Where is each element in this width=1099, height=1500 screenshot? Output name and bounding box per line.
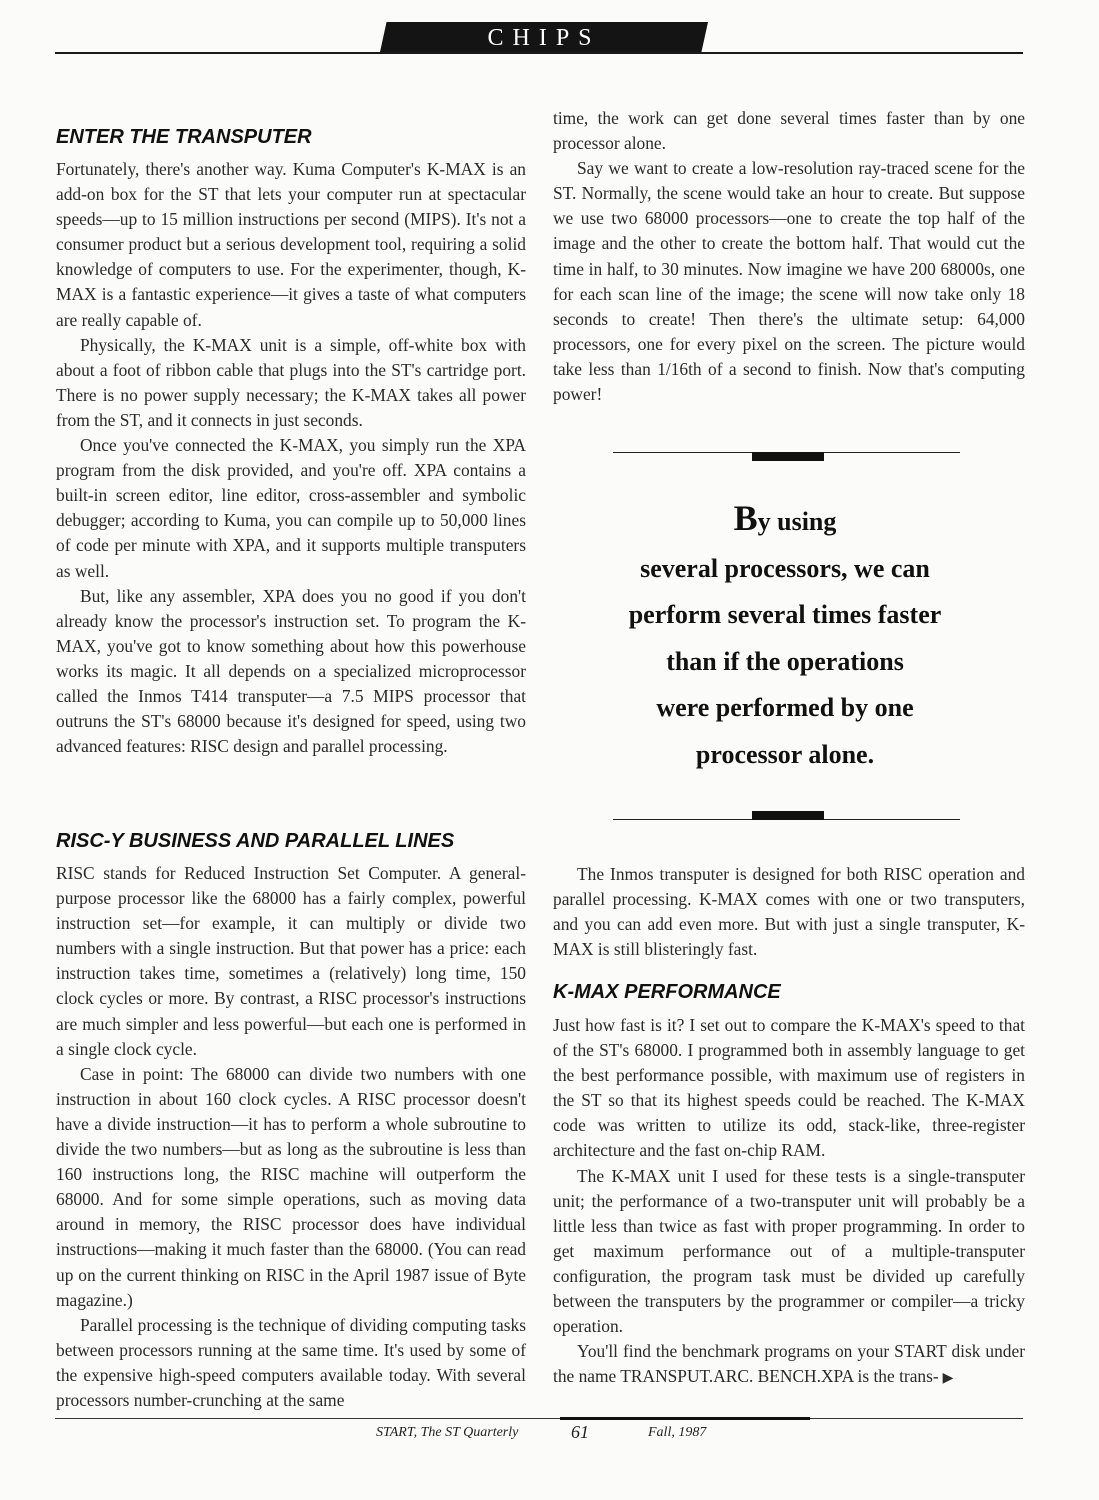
continue-arrow-icon: ▶ xyxy=(942,1371,954,1387)
paragraph: But, like any assembler, XPA does you no good if you don't already know the processor's instruction set. To program the K-MAX, you've got to know something about how this powerhouse works its magic. It all depends on a specialized microprocessor called the Inmos T414 transputer—a 7.5 MIPS processor that outruns the ST's 68000 because it's designed for speed, using two advanced features: RISC design and parallel processing. xyxy=(56,585,526,757)
left-column-section1 xyxy=(56,157,526,759)
paragraph: Case in point: The 68000 can divide two numbers with one instruction in about 160 clock cycles. A RISC processor doesn't have a divide instruction—it has to perform a whole subroutine to divide the two numbers—but as long as the subroutine is less than 160 instructions long, the RISC machine will outperform the 68000. And for some simple operations, such as moving data around in memory, the RISC processor does have individual instructions—making it much faster than the 68000. (You can read up on the current thinking on RISC in the April 1987 issue of Byte magazine.) xyxy=(56,1063,526,1310)
footer-issue: Fall, 1987 xyxy=(648,1425,707,1440)
pullquote-line-3: perform several times faster xyxy=(628,600,942,629)
footer-publication: START, The ST Quarterly xyxy=(376,1425,519,1440)
paragraph: The Inmos transputer is designed for both RISC operation and parallel processing. K-MAX comes with one or two transputers, and you can add even more. But with just a single transputer, K-MAX is still blisteringly fast. xyxy=(553,864,1025,960)
right-column-section1 xyxy=(553,106,1025,407)
pullquote-bar-top xyxy=(752,452,824,461)
footer-rule-accent xyxy=(560,1417,810,1420)
page-number: 61 xyxy=(571,1422,589,1442)
pullquote-line-5: were performed by one xyxy=(656,693,914,722)
pullquote xyxy=(580,495,990,778)
left-column-section2 xyxy=(56,861,526,1413)
heading-enter-transputer: ENTER THE TRANSPUTER xyxy=(56,126,312,148)
header-rule xyxy=(55,52,1023,54)
pullquote-bar-bottom xyxy=(752,811,824,820)
pullquote-line-6: processor alone. xyxy=(695,739,875,769)
section-title: CHIPS xyxy=(487,25,601,51)
footer-rule xyxy=(55,1418,1023,1419)
paragraph: time, the work can get done several times faster than by one processor alone. xyxy=(553,108,1025,154)
right-column-section2 xyxy=(553,862,1025,962)
heading-kmax-performance: K-MAX PERFORMANCE xyxy=(553,981,781,1003)
paragraph: Once you've connected the K-MAX, you simply run the XPA program from the disk provided, and you're off. XPA contains a built-in screen editor, line editor, cross-assembler and symbolic debugger; according to Kuma, you can compile up to 50,000 lines of code per minute with XPA, and it supports multiple transputers as well. xyxy=(56,435,526,581)
paragraph: The K-MAX unit I used for these tests is a single-transputer unit; the performance of a two-transputer unit will probably be a little less than twice as fast with proper programming. In order to get maximum performance out of a multiple-transputer configuration, the program task must be divided up carefully between the transputers by the programmer or compiler—a tricky operation. xyxy=(553,1165,1025,1337)
paragraph: Parallel processing is the technique of dividing computing tasks between processors running at the same time. It's used by some of the expensive high-speed computers available today. With several processors number-crunching at the same xyxy=(56,1314,526,1410)
pullquote-line-4: than if the operations xyxy=(666,646,904,676)
paragraph: You'll find the benchmark programs on your START disk under the name TRANSPUT.ARC. BENCH.XPA is the trans- ▶ xyxy=(553,1341,1025,1387)
paragraph: Say we want to create a low-resolution ray-traced scene for the ST. Normally, the scene would take an hour to create. But suppose we use two 68000 processors—one to create the top half of the image and the other to create the bottom half. That would cut the time in half, to 30 minutes. Now imagine we have 200 68000s, one for each scan line of the image; the scene will now take only 18 seconds to create! Then there's the ultimate setup: 64,000 processors, one for every pixel on the screen. The picture would take less than 1/16th of a second to finish. Now that's computing power! xyxy=(553,158,1025,405)
pullquote-line-2: several processors, we can xyxy=(640,553,930,583)
paragraph: Fortunately, there's another way. Kuma Computer's K-MAX is an add-on box for the ST that lets your computer run at spectacular speeds—up to 15 million instructions per second (MIPS). It's not a consumer product but a serious development tool, requiring a solid knowledge of computers to use. For the experimenter, though, K-MAX is a fantastic experience—it gives a taste of what computers are really capable of. xyxy=(56,159,526,330)
paragraph: Physically, the K-MAX unit is a simple, off-white box with about a foot of ribbon cable that plugs into the ST's cartridge port. There is no power supply necessary; the K-MAX takes all power from the ST, and it connects in just seconds. xyxy=(56,334,526,430)
paragraph: RISC stands for Reduced Instruction Set Computer. A general-purpose processor like the 68000 has a fairly complex, powerful instruction set—for example, it can multiply or divide two numbers with a single instruction. But that power has a price: each instruction takes time, sometimes a (relatively) long time, 150 clock cycles or more. By contrast, a RISC processor's instructions are much simpler and less powerful—but each one is performed in a single clock cycle. xyxy=(56,863,526,1059)
pullquote-line-1: By using xyxy=(733,498,837,538)
heading-risc-business: RISC-Y BUSINESS AND PARALLEL LINES xyxy=(56,830,455,852)
right-column-section3 xyxy=(553,1013,1025,1391)
paragraph: Just how fast is it? I set out to compare the K-MAX's speed to that of the ST's 68000. I programmed both in assembly language to get the best performance possible, with maximum use of registers in the ST so that its highest speeds could be reached. The K-MAX code was written to utilize its odd, stack-like, three-register architecture and the fast on-chip RAM. xyxy=(553,1015,1025,1161)
